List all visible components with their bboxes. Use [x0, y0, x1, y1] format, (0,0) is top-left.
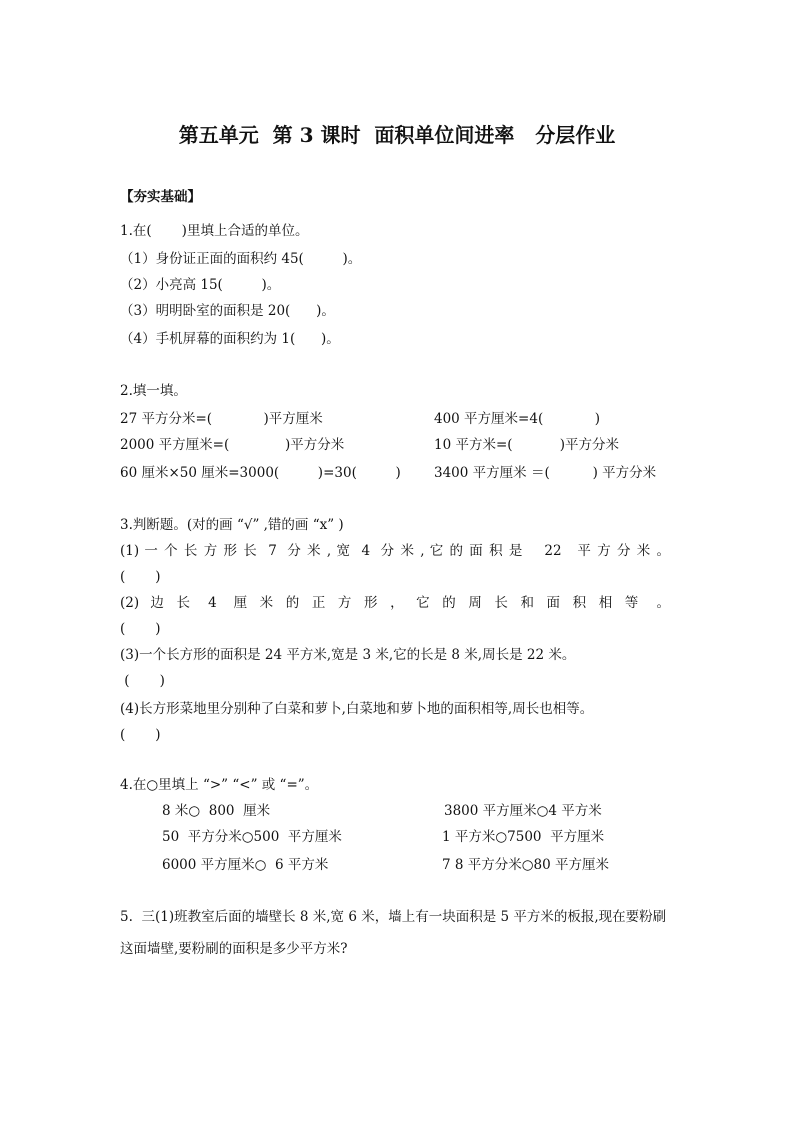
q3-item-4-text: (4)长方形菜地里分别种了白菜和萝卜,白菜地和萝卜地的面积相等,周长也相等。 — [120, 701, 594, 717]
q4-left-1: 8 米○ 800 厘米 — [162, 803, 271, 819]
section-heading: 【夯实基础】 — [120, 189, 201, 205]
q3-item-3-paren: ( ) — [120, 673, 165, 689]
q3-item-1-paren: ( ) — [120, 569, 161, 585]
q2-right-1: 400 平方厘米=4( ) — [434, 411, 600, 427]
q4-right-3: 7 8 平方分米○80 平方厘米 — [442, 857, 610, 873]
page-title: 第五单元 第 3 课时 面积单位间进率 分层作业 — [178, 123, 616, 147]
q2-left-2: 2000 平方厘米=( )平方分米 — [120, 437, 345, 453]
q5-line-1: 5. 三(1)班教室后面的墙壁长 8 米,宽 6 米，墙上有一块面积是 5 平方米的板报,现在要粉刷 — [120, 909, 667, 925]
q2-right-3: 3400 平方厘米 ＝( ) 平方分米 — [434, 465, 657, 481]
q4-left-3: 6000 平方厘米○ 6 平方米 — [162, 857, 329, 873]
q4-right-2: 1 平方米○7500 平方厘米 — [442, 829, 605, 845]
q1-item-1: （1）身份证正面的面积约 45( )。 — [120, 251, 362, 267]
q1-stem: 1.在( )里填上合适的单位。 — [120, 223, 309, 239]
q3-item-2-paren: ( ) — [120, 621, 161, 637]
q3-item-3-text: (3)一个长方形的面积是 24 平方米,宽是 3 米,它的长是 8 米,周长是 22 米。 — [120, 647, 576, 663]
q4-stem: 4.在○里填上 “>” “<” 或 “=”。 — [120, 777, 319, 793]
q1-item-4: （4）手机屏幕的面积约为 1( )。 — [120, 331, 340, 347]
q2-left-3: 60 厘米×50 厘米=3000( )=30( ) — [120, 465, 401, 481]
q3-stem: 3.判断题。(对的画 “√” ,错的画 “x” ) — [120, 517, 344, 533]
q4-left-2: 50 平方分米○500 平方厘米 — [162, 829, 342, 845]
q2-right-2: 10 平方米=( )平方分米 — [434, 437, 620, 453]
q3-item-1-text: (1) 一 个 长 方 形 长 7 分 米 , 宽 4 分 米 , 它 的 面 积 是 22 平 方 分 米 。 — [120, 543, 670, 559]
q3-item-2-text: (2) 边 长 4 厘 米 的 正 方 形 ， 它 的 周 长 和 面 积 相 等 。 — [120, 595, 670, 611]
q4-right-1: 3800 平方厘米○4 平方米 — [444, 803, 602, 819]
q2-stem: 2.填一填。 — [120, 383, 187, 399]
q3-item-4-paren: ( ) — [120, 727, 161, 743]
q2-left-1: 27 平方分米=( )平方厘米 — [120, 411, 323, 427]
q1-item-3: （3）明明卧室的面积是 20( )。 — [120, 303, 335, 319]
q1-item-2: （2）小亮高 15( )。 — [120, 277, 281, 293]
q5-line-2: 这面墙壁,要粉刷的面积是多少平方米? — [120, 941, 348, 957]
